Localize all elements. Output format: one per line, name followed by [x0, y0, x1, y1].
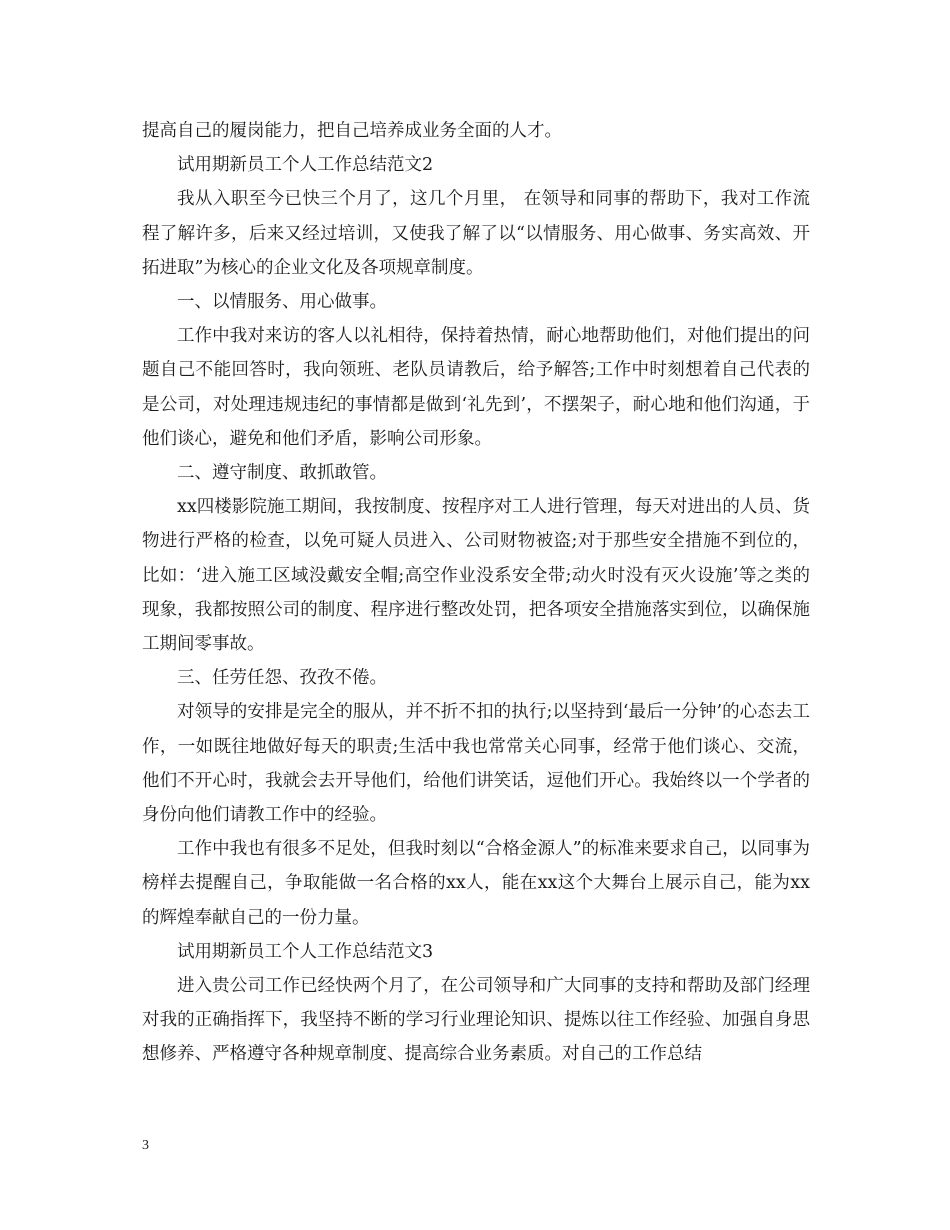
paragraph-continuation: 提高自己的履岗能力，把自己培养成业务全面的人才。	[142, 121, 562, 141]
subheading-3: 三、任劳任怨、孜孜不倦。	[177, 668, 387, 689]
subheading-1: 一、以情服务、用心做事。	[177, 292, 387, 313]
page-number: 3	[142, 1138, 149, 1153]
paragraph: 对领导的安排是完全的服从，并不折不扣的执行;以坚持到‘最后一分钟’的心态去工作，一如既往地做好每天的职责;生活中我也常常关心同事，经常于他们谈心、交流，他们不开心时，我就会去开导他们，给他们讲笑话，逗他们开心。我始终以一个学者的身份向他们请教工作中的经验。	[142, 702, 810, 826]
section-heading-3: 试用期新员工个人工作总结范文3	[177, 941, 434, 962]
section-heading-2: 试用期新员工个人工作总结范文2	[177, 155, 434, 176]
paragraph: 工作中我对来访的客人以礼相待，保持着热情，耐心地帮助他们，对他们提出的问题自己不能回答时，我向领班、老队员请教后，给予解答;工作中时刻想着自己代表的是公司，对处理违规违纪的事情都是做到‘礼先到’，不摆架子，耐心地和他们沟通，于他们谈心，避免和他们矛盾，影响公司形象。	[142, 326, 810, 449]
paragraph: xx四楼影院施工期间，我按制度、按程序对工人进行管理，每天对进出的人员、货物进行严格的检查，以免可疑人员进入、公司财物被盗;对于那些安全措施不到位的，比如：‘进入施工区域没戴安全帽;高空作业没系安全带;动火时没有灭火设施’等之类的现象，我都按照公司的制度、程序进行整改处罚，把各项安全措施落实到位，以确保施工期间零事故。	[142, 497, 810, 655]
document-body	[142, 114, 810, 1072]
paragraph: 我从入职至今已快三个月了，这几个月里， 在领导和同事的帮助下，我对工作流程了解许多，后来又经过培训，又使我了解了以“以情服务、用心做事、务实高效、开拓进取”为核心的企业文化及各项规章制度。	[142, 189, 810, 278]
subheading-2: 二、遵守制度、敢抓敢管。	[177, 463, 387, 484]
paragraph: 进入贵公司工作已经快两个月了，在公司领导和广大同事的支持和帮助及部门经理对我的正确指挥下，我坚持不断的学习行业理论知识、提炼以往工作经验、加强自身思想修养、严格遵守各种规章制度、提高综合业务素质。对自己的工作总结	[142, 976, 810, 1065]
paragraph: 工作中我也有很多不足处，但我时刻以“合格金源人”的标准来要求自己，以同事为榜样去提醒自己，争取能做一名合格的xx人，能在xx这个大舞台上展示自己，能为xx的辉煌奉献自己的一份力量。	[142, 839, 810, 928]
